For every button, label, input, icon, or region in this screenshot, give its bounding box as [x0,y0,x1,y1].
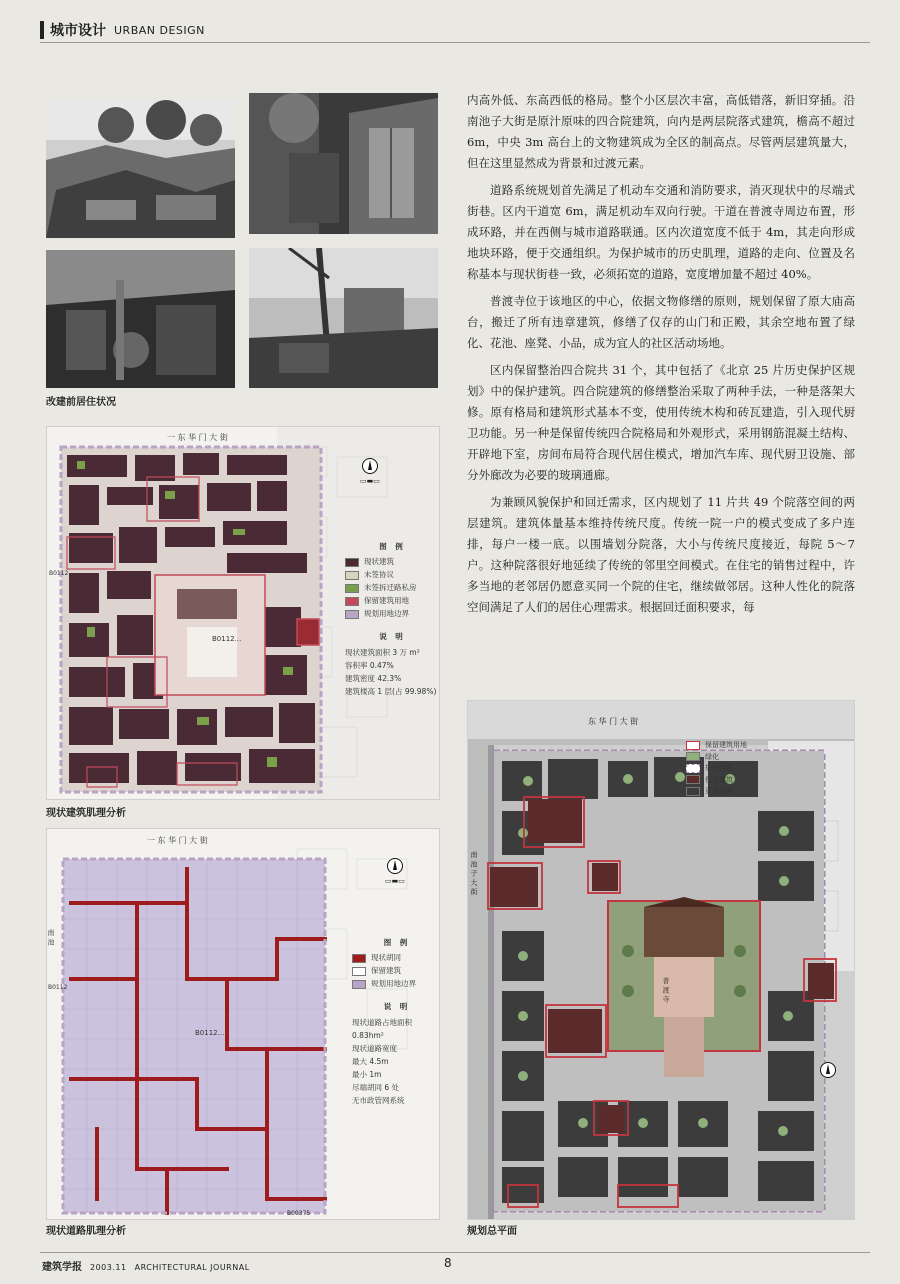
map1-legend [345,540,440,698]
caption-map1: 现状建筑肌理分析 [46,808,126,819]
footer-rule [40,1252,870,1253]
plan-temple-label: 普 渡 寺 [662,977,670,1003]
map2-plot-center: B0112... [195,1029,225,1037]
plan-north-arrow [820,1062,836,1078]
photo-tree-courtyard [249,248,438,388]
map1-note: 建筑楼高 1 层(占 99.98%) [345,687,437,696]
header-rule [40,42,870,43]
map2-legend-row: 保留建筑 [352,964,442,977]
photo-alley-door [249,93,438,234]
map1-plot-left: B0112 [49,570,69,577]
map1-legend-row: 现状建筑 [345,555,440,568]
map2-street-label: 一 东 华 门 大 街 [147,836,208,845]
map2-legend-row: 现状胡同 [352,951,442,964]
map1-plot-center: B0112... [212,635,242,643]
plan-legend [686,740,781,798]
map1-street-label: 一 东 华 门 大 街 [167,433,228,442]
plan-legend-row: 绿化 [686,752,781,764]
section-title-cn: 城市设计 [50,23,106,39]
plan-legend-row: 规划范围 [686,763,781,775]
body-paragraph: 内高外低、东高西低的格局。整个小区层次丰富，高低错落，新旧穿插。沿南池子大街是原汁原味的四合院建筑，向内是两层院落式建筑，檐高不超过 6m，中央 3m 高台上的文物建筑成为全区的制高点。尽管两层建筑量大，但在这里显然成为背景和过渡元素。 [467,93,855,170]
journal-title-en: ARCHITECTURAL JOURNAL [134,1263,250,1272]
map2-note: 现状道路宽度 [352,1044,397,1053]
map1-note: 建筑密度 42.3% [345,674,402,683]
map2-note: 现状道路占地面积 [352,1018,412,1027]
caption-photos: 改建前居住状况 [46,397,116,408]
body-paragraph: 区内保留整治四合院共 31 个，其中包括了《北京 25 片历史保护区规划》中的保护建筑。四合院建筑的修缮整治采取了两种手法，一种是落架大修。原有格局和建筑形式基本不变，使用传统木构和砖瓦建造，引入现代厨卫功能。另一种是保留传统四合院格局和外观形式，采用钢筋混凝土结构、开辟地下室，房间布局符合现代居住模式，增加汽车库、现代厨卫设施、部分外廊改为必要的玻璃通廊。 [467,363,855,482]
section-title-en: URBAN DESIGN [114,23,205,37]
photo-rooftops [46,100,235,238]
map1-legend-title: 图 例 [379,542,406,551]
map1-legend-row: 未签协议 [345,568,440,581]
header-bar [40,21,44,39]
body-paragraph: 普渡寺位于该地区的中心，依据文物修缮的原则，规划保留了原大庙高台，搬迁了所有违章建筑，修缮了仅存的山门和正殿，其余空地布置了绿化、花池、座凳、小品，成为宜人的社区活动场地。 [467,294,855,350]
caption-plan: 规划总平面 [467,1226,517,1237]
map2-legend [352,936,442,1107]
map2-legend-title: 图 例 [383,938,411,947]
map2-plot-bottom: B00375 [287,1210,311,1217]
issue-date: 2003.11 [90,1263,127,1272]
map2-north-arrow [385,858,405,885]
master-plan [467,700,855,1220]
body-paragraph: 道路系统规划首先满足了机动车交通和消防要求，消灭现状中的尽端式街巷。区内干道宽 6m，满足机动车双向行驶。干道在普渡寺周边布置，形成环路，并在西侧与城市道路联通。区内次道宽度不低于 4m，其走向形成地块环路，便于交通组织。为保护城市的历史肌理，道路的走向、位置及名称基本与现状街巷一致，必须拓宽的道路，宽度增加量不超过 40%。 [467,183,855,281]
body-text [467,90,855,624]
map2-legend-row: 规划用地边界 [352,977,442,990]
plan-legend-row: 保留建筑 [686,775,781,787]
running-footer [42,1258,250,1273]
caption-map2: 现状道路肌理分析 [46,1226,126,1237]
map2-note: 最大 4.5m [352,1057,389,1066]
map2-scale-bar: ▭▬▭ [385,877,405,885]
plan-legend-row: 更新建筑 [686,786,781,798]
map1-scale-bar: ▭▬▭ [360,477,380,485]
journal-title-cn: 建筑学报 [42,1262,82,1273]
map2-note: 0.83hm² [352,1031,384,1040]
map2-side-label: 南 池 [47,929,55,946]
map2-note: 无市政管网系统 [352,1096,405,1105]
map1-legend-row: 规划用地边界 [345,607,440,620]
map2-notes-title: 说 明 [383,1002,411,1011]
plan-side-label: 南 池 子 大 街 [470,851,478,895]
body-paragraph: 为兼顾风貌保护和回迁需求，区内规划了 11 片共 49 个院落空间的两层建筑。建筑体量基本维持传统尺度。传统一院一户的模式变成了多户连排，每户一楼一底。以围墙划分院落，大小与传统尺度接近，每院 5～7 户。这种院落很好地延续了传统的邻里空间模式。在住宅的销售过程中，许多当地的老邻居仍愿意买同一个院的住宅，继续做邻居。这种人性化的院落空间满足了人们的居住心理需求。根据回迁面积要求，每 [467,495,855,614]
running-header [40,18,205,42]
map1-note: 现状建筑面积 3 万 m² [345,648,420,657]
plan-street-label: 东 华 门 大 街 [588,717,639,726]
plan-legend-row: 保留建筑用地 [686,740,781,752]
page-number: 8 [444,1256,452,1270]
map1-legend-row: 未签拆迁路私房 [345,581,440,594]
map1-note: 容积率 0.47% [345,661,394,670]
map1-north-arrow [360,458,380,485]
map2-note: 最小 1m [352,1070,382,1079]
map2-plot-left: B0112 [48,984,68,991]
map1-notes-title: 说 明 [379,632,406,641]
photo-cluttered-courtyard [46,250,235,388]
map2-note: 尽端胡同 6 处 [352,1083,400,1092]
map1-legend-row: 保留建筑用地 [345,594,440,607]
